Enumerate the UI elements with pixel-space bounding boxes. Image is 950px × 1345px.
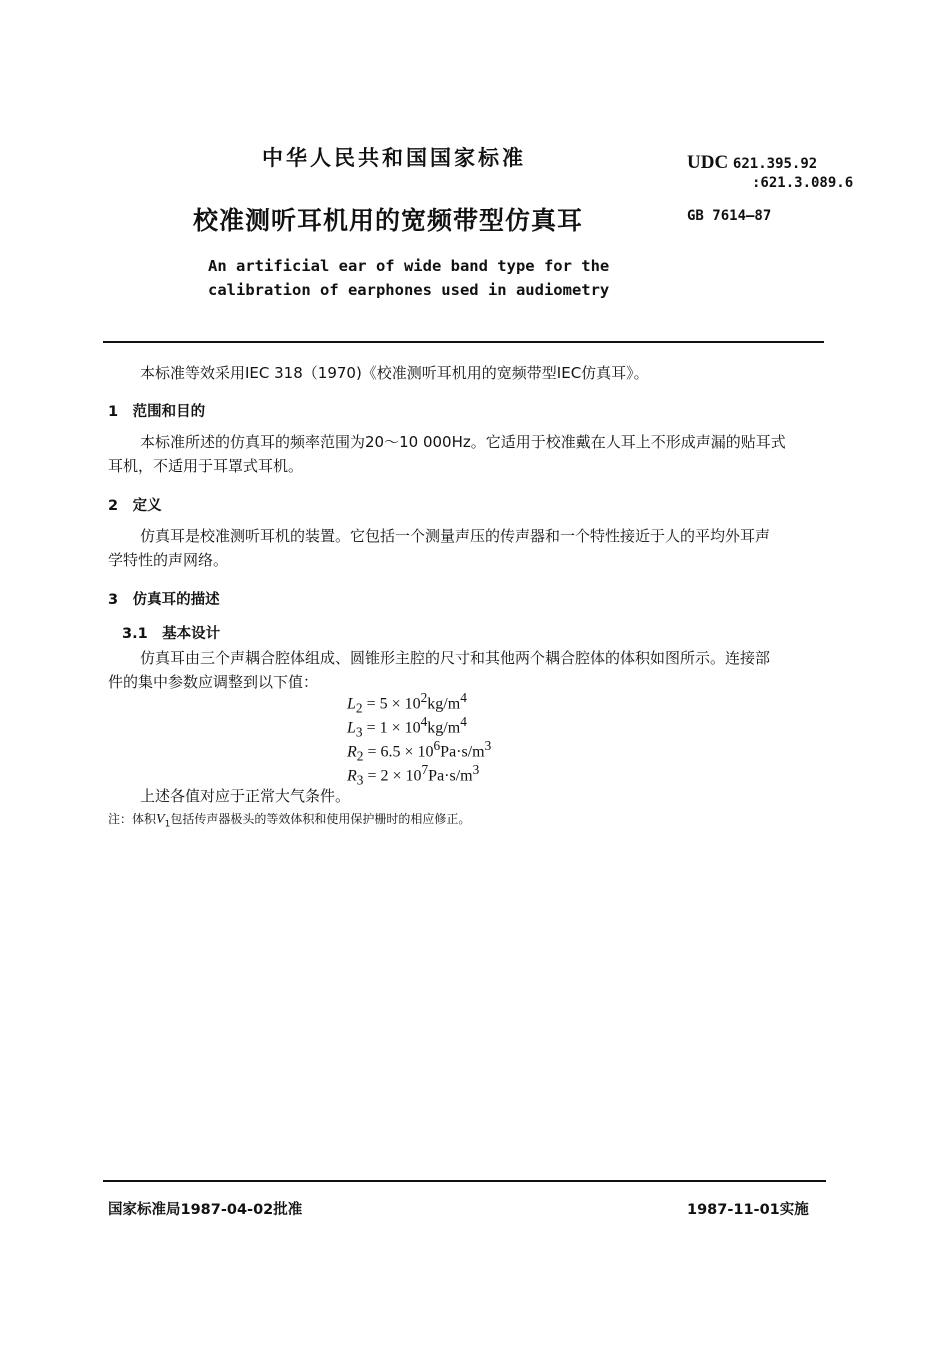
section-3-1-heading: 3.1 基本设计 [122, 626, 221, 642]
udc-number-1: 621.395.92 [732, 156, 818, 172]
formula-r3: $R_3 = 2 \times 10^7Pa\cdot s/m^3$ [347, 762, 480, 788]
section-3-heading: 3 仿真耳的描述 [108, 592, 220, 608]
header-divider [103, 341, 824, 343]
title-en-line-2: calibration of earphones used in audiometry [208, 281, 610, 299]
section-1-heading: 1 范围和目的 [108, 404, 206, 420]
udc-label: UDC [687, 152, 729, 173]
footer-divider [103, 1180, 826, 1182]
udc-code [687, 152, 817, 174]
approval-date: 国家标准局1987-04-02批准 [108, 1202, 303, 1218]
note-text: 注：体积$V_1$包括传声器极头的等效体积和使用保护栅时的相应修正。 [108, 812, 471, 830]
formula-l3: $L_3 = 1 \times 10^4kg/m^4$ [347, 714, 467, 740]
formula-l2: $L_2 = 5 \times 10^2kg/m^4$ [347, 690, 467, 716]
title-en-line-1: An artificial ear of wide band type for the [208, 257, 610, 275]
section-2-heading: 2 定义 [108, 498, 162, 514]
document-title-cn: 校准测听耳机用的宽频带型仿真耳 [193, 206, 584, 235]
national-standard-title: 中华人民共和国国家标准 [262, 146, 526, 170]
document-title-en [208, 254, 609, 302]
udc-number-2: :621.3.089.6 [752, 175, 854, 191]
section-3-line-2: 件的集中参数应调整到以下值： [108, 673, 319, 691]
section-3-after-formulas: 上述各值对应于正常大气条件。 [140, 787, 351, 805]
section-3-line-1: 仿真耳由三个声耦合腔体组成、圆锥形主腔的尺寸和其他两个耦合腔体的体积如图所示。连接部 [140, 649, 771, 667]
section-2-line-1: 仿真耳是校准测听耳机的装置。它包括一个测量声压的传声器和一个特性接近于人的平均外耳声 [140, 527, 771, 545]
effective-date: 1987-11-01实施 [687, 1202, 809, 1218]
gb-code: GB 7614—87 [687, 208, 772, 224]
intro-paragraph: 本标准等效采用IEC 318（1970)《校准测听耳机用的宽频带型IEC仿真耳》。 [140, 364, 649, 382]
section-1-line-2: 耳机，不适用于耳罩式耳机。 [108, 457, 304, 475]
section-2-line-2: 学特性的声网络。 [108, 551, 229, 569]
section-1-line-1: 本标准所述的仿真耳的频率范围为20～10 000Hz。它适用于校准戴在人耳上不形成声漏的贴耳式 [140, 433, 786, 451]
formula-r2: $R_2 = 6.5 \times 10^6Pa\cdot s/m^3$ [347, 738, 492, 764]
